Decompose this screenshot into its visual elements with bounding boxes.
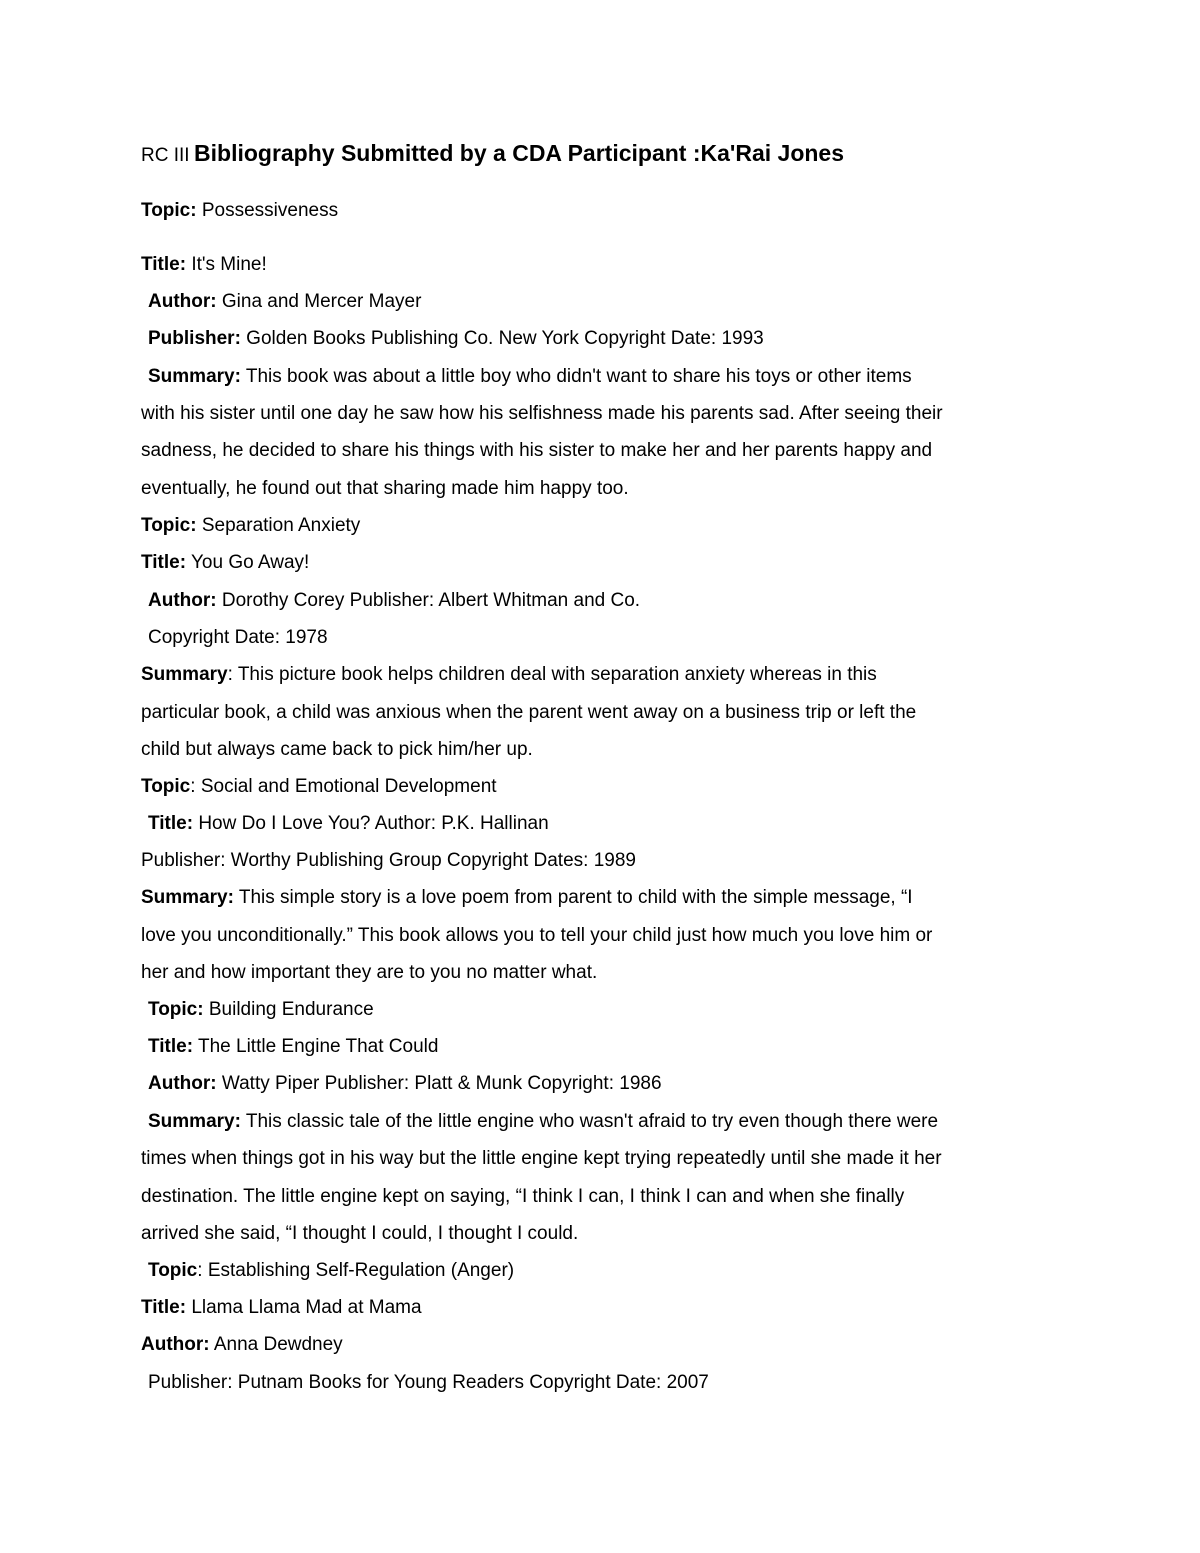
summary-line bbox=[141, 663, 1071, 687]
field-value: with his sister until one day he saw how his selfishness made his parents sad. After seeing their bbox=[141, 403, 943, 424]
topic-line bbox=[148, 998, 1078, 1022]
field-value: sadness, he decided to share his things with his sister to make her and her parents happy and bbox=[141, 440, 933, 461]
summary-line bbox=[141, 886, 1071, 910]
field-value: Possessiveness bbox=[196, 200, 339, 221]
field-label: Topic: bbox=[148, 999, 204, 1020]
field-label: Title: bbox=[148, 1036, 194, 1057]
topic-line bbox=[141, 514, 1071, 538]
summary-continuation bbox=[141, 701, 1071, 725]
field-label: Author: bbox=[148, 1073, 217, 1094]
field-value: Building Endurance bbox=[203, 999, 374, 1020]
field-value: love you unconditionally.” This book allows you to tell your child just how much you love him or bbox=[141, 925, 933, 946]
summary-continuation bbox=[141, 402, 1071, 426]
field-value: Watty Piper Publisher: Platt & Munk Copyright: 1986 bbox=[216, 1073, 662, 1094]
title-line bbox=[148, 812, 1078, 836]
field-label: Summary bbox=[141, 664, 228, 685]
summary-continuation bbox=[141, 477, 1071, 501]
field-label: Author: bbox=[148, 590, 217, 611]
topic-line bbox=[141, 199, 1071, 223]
field-label: Publisher: bbox=[148, 328, 241, 349]
field-value: This classic tale of the little engine who wasn't afraid to try even though there were bbox=[240, 1111, 939, 1132]
field-value: arrived she said, “I thought I could, I thought I could. bbox=[141, 1223, 579, 1244]
field-label: Summary: bbox=[148, 1111, 241, 1132]
field-value: Copyright Date: 1978 bbox=[148, 627, 328, 648]
summary-continuation bbox=[141, 738, 1071, 762]
title-line bbox=[141, 1296, 1071, 1320]
field-value: Llama Llama Mad at Mama bbox=[186, 1297, 422, 1318]
field-value: You Go Away! bbox=[186, 552, 310, 573]
summary-continuation bbox=[141, 1222, 1071, 1246]
summary-continuation bbox=[141, 1147, 1071, 1171]
field-value: : Establishing Self-Regulation (Anger) bbox=[197, 1260, 515, 1281]
summary-line bbox=[148, 365, 1078, 389]
title-line bbox=[141, 551, 1071, 575]
field-value: Anna Dewdney bbox=[209, 1334, 343, 1355]
copyright-line bbox=[148, 626, 1078, 650]
field-value: The Little Engine That Could bbox=[193, 1036, 439, 1057]
field-label: Author: bbox=[141, 1334, 210, 1355]
field-value: eventually, he found out that sharing made him happy too. bbox=[141, 478, 629, 499]
field-value: Dorothy Corey Publisher: Albert Whitman and Co. bbox=[216, 590, 641, 611]
summary-continuation bbox=[141, 924, 1071, 948]
heading-prefix: RC III bbox=[141, 145, 190, 166]
summary-line bbox=[148, 1110, 1078, 1134]
field-label: Topic: bbox=[141, 200, 197, 221]
field-value: Separation Anxiety bbox=[196, 515, 361, 536]
field-label: Title: bbox=[141, 254, 187, 275]
summary-continuation bbox=[141, 1185, 1071, 1209]
field-value: Publisher: Worthy Publishing Group Copyright Dates: 1989 bbox=[141, 850, 636, 871]
field-label: Topic bbox=[141, 776, 191, 797]
field-value: : This picture book helps children deal with separation anxiety whereas in this bbox=[227, 664, 877, 685]
field-label: Title: bbox=[148, 813, 194, 834]
summary-continuation bbox=[141, 439, 1071, 463]
author-line bbox=[148, 589, 1078, 613]
author-line bbox=[148, 290, 1078, 314]
field-value: : Social and Emotional Development bbox=[190, 776, 497, 797]
field-label: Title: bbox=[141, 1297, 187, 1318]
field-value: times when things got in his way but the little engine kept trying repeatedly until she made it her bbox=[141, 1148, 942, 1169]
field-value: her and how important they are to you no matter what. bbox=[141, 962, 598, 983]
field-value: destination. The little engine kept on saying, “I think I can, I think I can and when she finally bbox=[141, 1186, 905, 1207]
publisher-line bbox=[148, 327, 1078, 351]
field-label: Topic bbox=[148, 1260, 198, 1281]
publisher-line bbox=[148, 1371, 1078, 1395]
field-value: This book was about a little boy who didn't want to share his toys or other items bbox=[240, 366, 912, 387]
title-line bbox=[141, 253, 1071, 277]
field-value: It's Mine! bbox=[186, 254, 267, 275]
field-value: This simple story is a love poem from parent to child with the simple message, “I bbox=[233, 887, 913, 908]
field-value: particular book, a child was anxious when the parent went away on a business trip or left the bbox=[141, 702, 917, 723]
field-label: Topic: bbox=[141, 515, 197, 536]
topic-line bbox=[141, 775, 1071, 799]
author-line bbox=[148, 1072, 1078, 1096]
field-label: Summary: bbox=[148, 366, 241, 387]
field-label: Title: bbox=[141, 552, 187, 573]
field-label: Author: bbox=[148, 291, 217, 312]
heading-title: Bibliography Submitted by a CDA Participant :Ka'Rai Jones bbox=[194, 140, 845, 166]
title-line bbox=[148, 1035, 1078, 1059]
field-value: Gina and Mercer Mayer bbox=[216, 291, 422, 312]
field-value: child but always came back to pick him/her up. bbox=[141, 739, 533, 760]
field-label: Summary: bbox=[141, 887, 234, 908]
summary-continuation bbox=[141, 961, 1071, 985]
field-value: How Do I Love You? Author: P.K. Hallinan bbox=[193, 813, 549, 834]
publisher-line bbox=[141, 849, 1071, 873]
field-value: Golden Books Publishing Co. New York Copyright Date: 1993 bbox=[240, 328, 764, 349]
field-value: Publisher: Putnam Books for Young Readers Copyright Date: 2007 bbox=[148, 1372, 709, 1393]
document-heading bbox=[141, 140, 1091, 167]
topic-line bbox=[148, 1259, 1078, 1283]
author-line bbox=[141, 1333, 1071, 1357]
